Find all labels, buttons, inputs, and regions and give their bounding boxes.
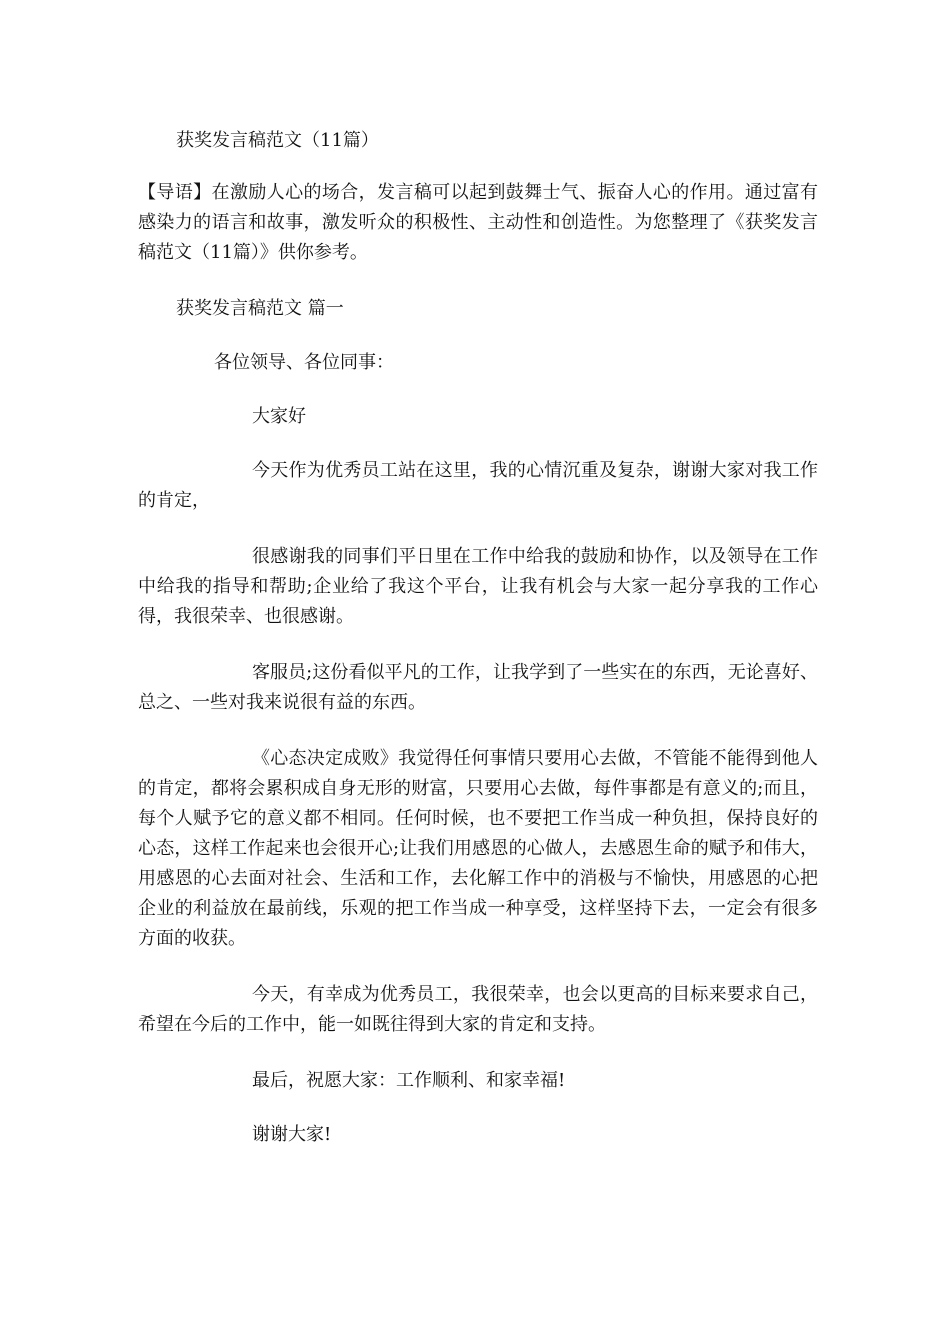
section-title: 获奖发言稿范文 篇一 (176, 298, 344, 319)
thanks-paragraph: 谢谢大家! (252, 1124, 332, 1145)
body-paragraph-2: 很感谢我的同事们平日里在工作中给我的鼓励和协作，以及领导在工作中给我的指导和帮助;企业给了我这个平台，让我有机会与大家一起分享我的工作心得，我很荣幸、也很感谢。 (138, 546, 818, 627)
closing-paragraph: 最后，祝愿大家：工作顺利、和家幸福! (252, 1070, 566, 1091)
salutation: 各位领导、各位同事： (214, 352, 394, 373)
intro-paragraph: 【导语】在激励人心的场合，发言稿可以起到鼓舞士气、振奋人心的作用。通过富有感染力的语言和故事，激发听众的积极性、主动性和创造性。为您整理了《获奖发言稿范文（11篇）》供你参考。 (138, 182, 818, 263)
body-paragraph-4: 《心态决定成败》我觉得任何事情只要用心去做，不管能不能得到他人的肯定，都将会累积成自身无形的财富，只要用心去做，每件事都是有意义的;而且，每个人赋予它的意义都不相同。任何时候，也不要把工作当成一种负担，保持良好的心态，这样工作起来也会很开心;让我们用感恩的心做人，去感恩生命的赋予和伟大，用感恩的心去面对社会、生活和工作，去化解工作中的消极与不愉快，用感恩的心把企业的利益放在最前线，乐观的把工作当成一种享受，这样坚持下去，一定会有很多方面的收获。 (138, 748, 818, 949)
body-paragraph-1: 今天作为优秀员工站在这里，我的心情沉重及复杂，谢谢大家对我工作的肯定， (138, 460, 818, 511)
body-paragraph-3: 客服员;这份看似平凡的工作，让我学到了一些实在的东西，无论喜好、总之、一些对我来说很有益的东西。 (138, 662, 818, 713)
greeting: 大家好 (252, 406, 306, 427)
body-paragraph-5: 今天，有幸成为优秀员工，我很荣幸，也会以更高的目标来要求自己，希望在今后的工作中，能一如既往得到大家的肯定和支持。 (138, 984, 818, 1035)
document-title: 获奖发言稿范文（11篇） (176, 130, 379, 151)
document-body (138, 126, 818, 1176)
